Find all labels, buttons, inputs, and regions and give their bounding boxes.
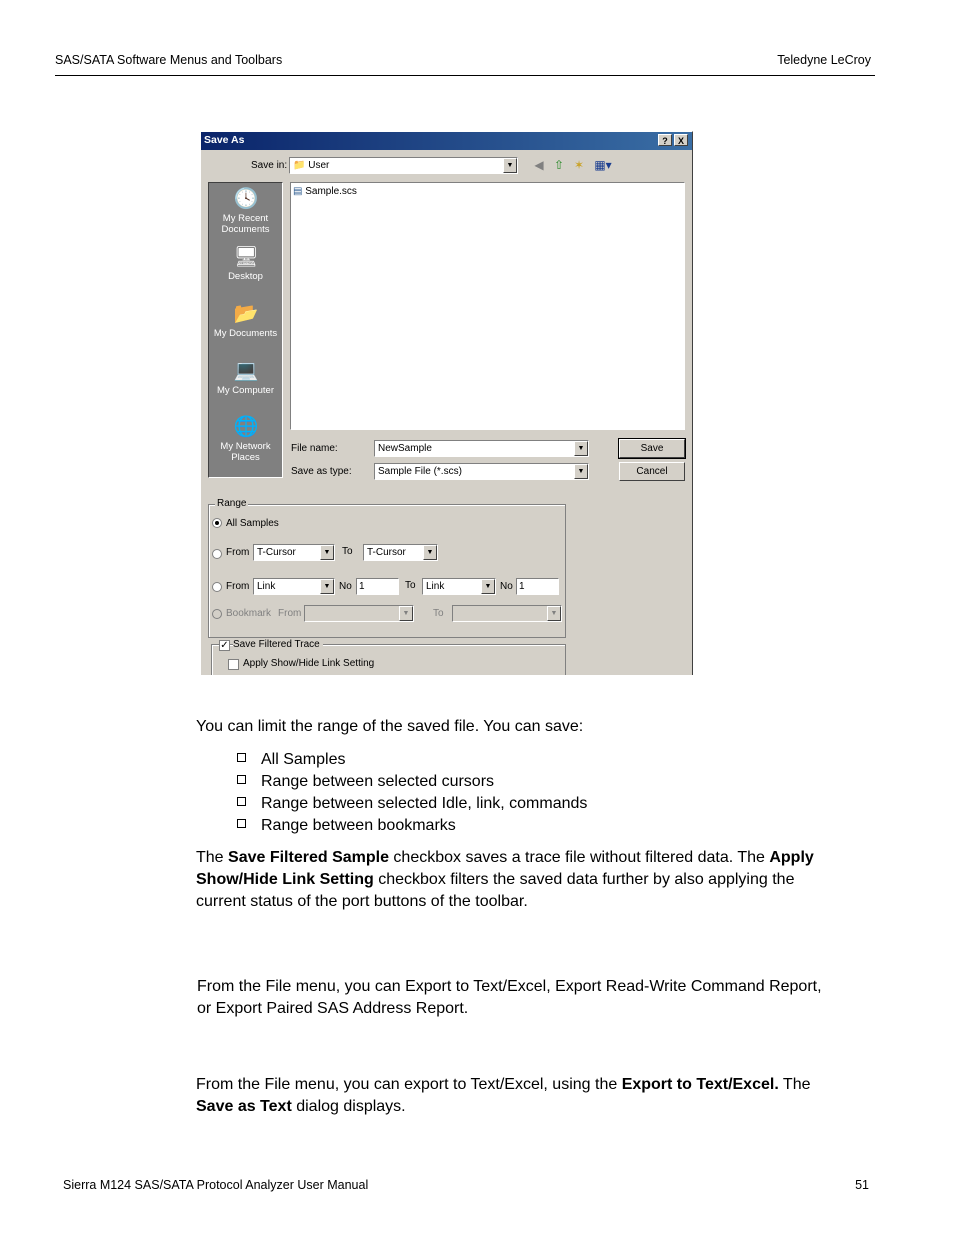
page-header-right: Teledyne LeCroy: [777, 53, 871, 67]
header-rule: [55, 75, 875, 76]
bookmark-label: Bookmark: [226, 608, 272, 619]
bullet-text: Range between selected Idle, link, commands: [261, 795, 588, 812]
dialog-titlebar: [201, 132, 692, 150]
chevron-down-icon[interactable]: ▼: [399, 606, 413, 621]
link-to-no-value: 1: [519, 581, 525, 592]
chevron-down-icon[interactable]: ▼: [320, 579, 334, 594]
file-item-label: Sample.scs: [305, 186, 357, 197]
desktop-icon: 🖥: [233, 246, 259, 268]
bullet-square-icon: [237, 797, 246, 806]
filtered-sample-paragraph: The Save Filtered Sample checkbox saves a trace file without filtered data. The Apply Show/Hide Link Setting checkbox filters the saved data further by also applying the current status of the port buttons of the toolbar.: [196, 849, 814, 910]
bullet-text: Range between selected cursors: [261, 773, 495, 790]
intro-paragraph: You can limit the range of the saved file. You can save:: [196, 718, 584, 735]
place-network-places[interactable]: [209, 415, 282, 463]
chevron-down-icon[interactable]: ▼: [574, 464, 588, 479]
cancel-button[interactable]: Cancel: [619, 462, 685, 481]
save-in-label: Save in:: [251, 160, 288, 171]
new-folder-icon[interactable]: ✶: [573, 158, 585, 172]
all-samples-radio[interactable]: [212, 518, 222, 528]
chevron-down-icon[interactable]: ▼: [547, 606, 561, 621]
back-icon[interactable]: ◀: [534, 158, 544, 172]
place-my-documents[interactable]: [209, 302, 282, 339]
places-bar: [208, 182, 283, 478]
bullet-square-icon: [237, 775, 246, 784]
page-header-left: SAS/SATA Software Menus and Toolbars: [55, 53, 283, 67]
save-filtered-trace-label: Save Filtered Trace: [233, 639, 323, 650]
place-label: My Computer: [216, 385, 274, 396]
save-as-type-label: Save as type:: [291, 466, 352, 477]
cursor-range-radio[interactable]: [212, 549, 222, 559]
bullet-text: All Samples: [261, 751, 346, 768]
help-button[interactable]: ?: [658, 134, 672, 146]
chevron-down-icon[interactable]: ▼: [320, 545, 334, 560]
link-to-label: To: [405, 580, 416, 591]
link-to-no-input[interactable]: [516, 578, 559, 595]
place-label: My Network Places: [220, 441, 271, 463]
save-as-dialog: [200, 131, 693, 675]
file-icon: ▤: [293, 186, 303, 197]
dialog-title: Save As: [204, 134, 245, 146]
place-desktop[interactable]: [209, 245, 282, 282]
link-from-label: From: [226, 581, 250, 592]
save-filtered-trace-checkbox[interactable]: ✓: [220, 640, 229, 651]
bullet-text: Range between bookmarks: [261, 817, 456, 834]
link-from-value: Link: [257, 581, 276, 592]
range-group-label: Range: [217, 498, 247, 509]
place-my-computer[interactable]: [209, 359, 282, 396]
link-from-no-input[interactable]: [356, 578, 399, 595]
bullet-item: [237, 749, 345, 771]
network-places-icon: 🌐: [233, 416, 259, 438]
cursor-from-value: T-Cursor: [257, 547, 296, 558]
cursor-to-select[interactable]: [363, 544, 438, 561]
save-button[interactable]: Save: [619, 439, 685, 458]
bullet-item: [237, 793, 587, 815]
file-name-input[interactable]: [374, 440, 589, 457]
bookmark-from-label: From: [278, 608, 302, 619]
folder-icon: 📁: [293, 160, 306, 171]
all-samples-label: All Samples: [226, 518, 279, 529]
link-from-select[interactable]: [253, 578, 335, 595]
export-paragraph: From the File menu, you can Export to Text/Excel, Export Read-Write Command Report, or Export Paired SAS Address Report.: [197, 978, 822, 1017]
bullet-square-icon: [237, 753, 246, 762]
link-to-no-label: No: [500, 581, 513, 592]
file-name-value: NewSample: [378, 443, 432, 454]
bullet-item: [237, 771, 494, 793]
file-item[interactable]: [293, 186, 357, 197]
chevron-down-icon[interactable]: ▼: [423, 545, 437, 560]
my-computer-icon: 💻: [233, 360, 259, 382]
cursor-to-value: T-Cursor: [367, 547, 406, 558]
save-in-value: User: [308, 160, 330, 171]
chevron-down-icon[interactable]: ▼: [503, 158, 517, 173]
apply-show-hide-checkbox[interactable]: [228, 659, 239, 670]
bookmark-to-select[interactable]: [452, 605, 562, 622]
bullet-square-icon: [237, 819, 246, 828]
place-label: My Documents: [213, 328, 278, 339]
file-name-label: File name:: [291, 443, 338, 454]
place-label: Desktop: [228, 271, 263, 282]
bookmark-range-radio[interactable]: [212, 609, 222, 619]
cursor-to-label: To: [342, 546, 353, 557]
export-text-paragraph: From the File menu, you can export to Text/Excel, using the Export to Text/Excel. The Save as Text dialog displays.: [196, 1076, 811, 1115]
chevron-down-icon[interactable]: ▼: [574, 441, 588, 456]
link-range-radio[interactable]: [212, 582, 222, 592]
file-list[interactable]: [290, 182, 685, 430]
link-to-value: Link: [426, 581, 445, 592]
up-folder-icon[interactable]: ⇧: [553, 158, 565, 172]
close-button[interactable]: X: [674, 134, 688, 146]
footer-title: Sierra M124 SAS/SATA Protocol Analyzer User Manual: [63, 1178, 369, 1192]
bookmark-from-select[interactable]: [304, 605, 414, 622]
chevron-down-icon[interactable]: ▼: [481, 579, 495, 594]
link-from-no-label: No: [339, 581, 352, 592]
save-in-combo[interactable]: [289, 157, 518, 174]
link-from-no-value: 1: [359, 581, 365, 592]
place-label: My Recent Documents: [221, 213, 270, 235]
bullet-item: [237, 815, 456, 837]
page-number: 51: [855, 1178, 869, 1192]
link-to-select[interactable]: [422, 578, 496, 595]
apply-show-hide-label: Apply Show/Hide Link Setting: [243, 658, 375, 669]
cursor-from-select[interactable]: [253, 544, 335, 561]
place-recent-documents[interactable]: [209, 187, 282, 235]
bookmark-to-label: To: [433, 608, 444, 619]
cursor-from-label: From: [226, 547, 250, 558]
view-menu-icon[interactable]: ▦▾: [594, 158, 612, 172]
save-as-type-select[interactable]: [374, 463, 589, 480]
my-documents-icon: 📂: [233, 303, 259, 325]
recent-documents-icon: 🕓: [233, 188, 259, 210]
save-as-type-value: Sample File (*.scs): [378, 466, 462, 477]
